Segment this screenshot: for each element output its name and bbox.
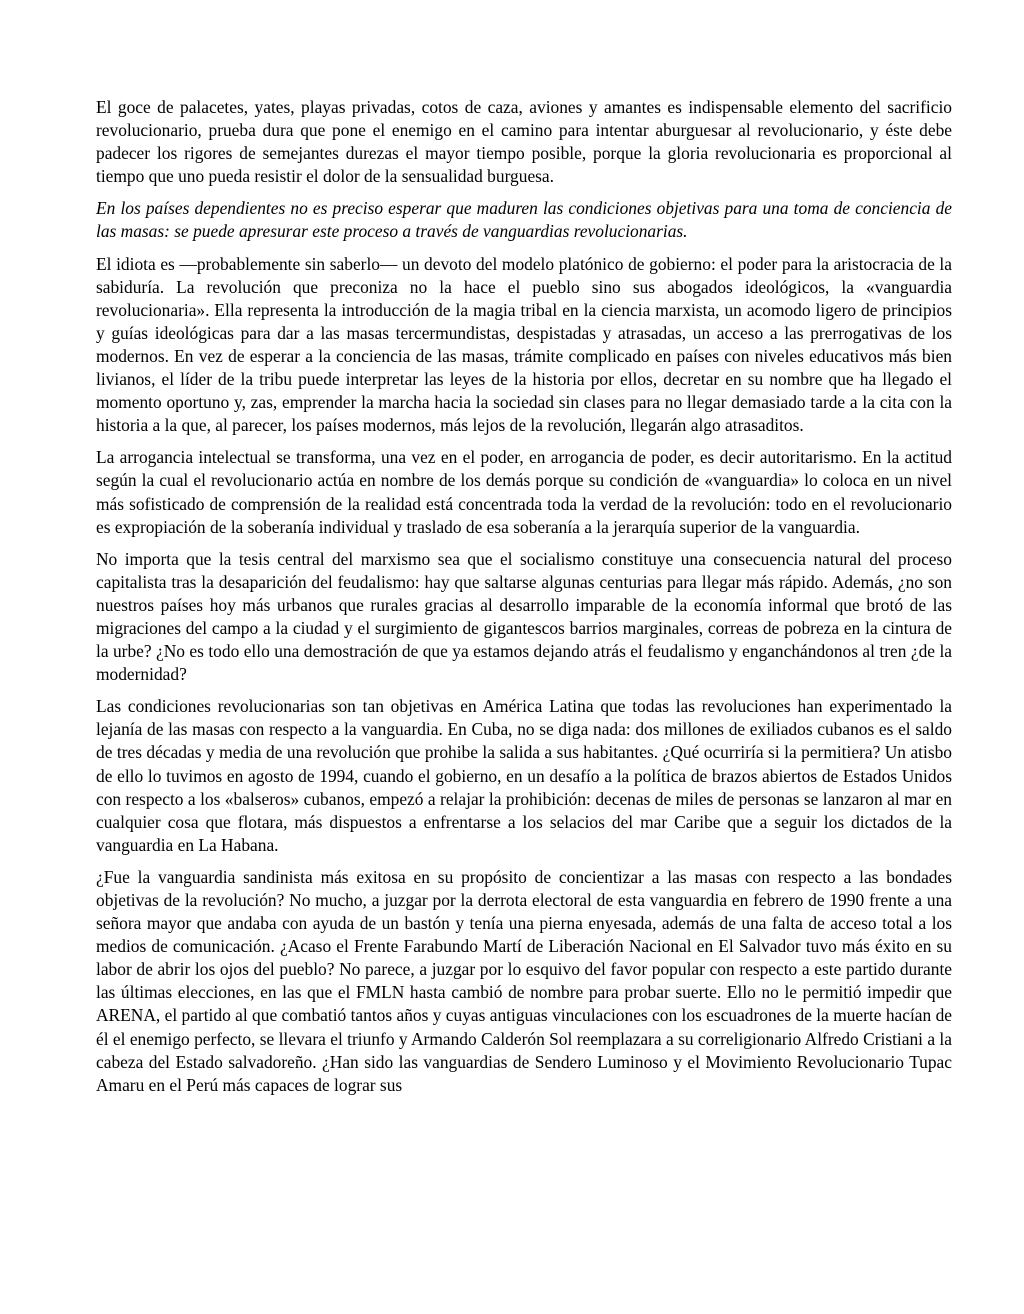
paragraph-6: Las condiciones revolucionarias son tan objetivas en América Latina que todas las revoluciones han experimentado la lejanía de las masas con respecto a la vanguardia. En Cuba, no se diga nada: dos millones de exiliados cubanos es el saldo de tres décadas y media de una revolución que prohibe la salida a sus habitantes. ¿Qué ocurriría si la permitiera? Un atisbo de ello lo tuvimos en agosto de 1994, cuando el gobierno, en un desafío a la política de brazos abiertos de Estados Unidos con respecto a los «balseros» cubanos, empezó a relajar la prohibición: decenas de miles de personas se lanzaron al mar en cualquier cosa que flotara, más dispuestos a enfrentarse a los selacios del mar Caribe que a seguir los dictados de la vanguardia en La Habana. [96, 696, 952, 855]
document-page [96, 96, 952, 1106]
paragraph-4: La arrogancia intelectual se transforma, una vez en el poder, en arrogancia de poder, es decir autoritarismo. En la actitud según la cual el revolucionario actúa en nombre de los demás porque su condición de «vanguardia» lo coloca en un nivel más sofisticado de comprensión de la realidad está concentrada toda la verdad de la revolución: todo en el revolucionario es expropiación de la soberanía individual y traslado de esa soberanía a la jerarquía superior de la vanguardia. [96, 447, 952, 537]
paragraph-3: El idiota es —probablemente sin saberlo— un devoto del modelo platónico de gobierno: el poder para la aristocracia de la sabiduría. La revolución que preconiza no la hace el pueblo sino sus abogados ideológicos, la «vanguardia revolucionaria». Ella representa la introducción de la magia tribal en la ciencia marxista, un acomodo ligero de principios y guías ideológicas para dar a las masas tercermundistas, despistadas y atrasadas, un acceso a las prerrogativas de los modernos. En vez de esperar a la conciencia de las masas, trámite complicado en países con niveles educativos más bien livianos, el líder de la tribu puede interpretar las leyes de la historia por ellos, decretar en su nombre que ha llegado el momento oportuno y, zas, emprender la marcha hacia la sociedad sin clases para no llegar demasiado tarde a la cita con la historia a la que, al parecer, los países modernos, más lejos de la revolución, llegarán algo atrasaditos. [96, 253, 952, 436]
paragraph-7: ¿Fue la vanguardia sandinista más exitosa en su propósito de concientizar a las masas con respecto a las bondades objetivas de la revolución? No mucho, a juzgar por la derrota electoral de esta vanguardia en febrero de 1990 frente a una señora mayor que andaba con ayuda de un bastón y tenía una pierna enyesada, además de una falta de acceso total a los medios de comunicación. ¿Acaso el Frente Farabundo Martí de Liberación Nacional en El Salvador tuvo más éxito en su labor de abrir los ojos del pueblo? No parece, a juzgar por lo esquivo del favor popular con respecto a este partido durante las últimas elecciones, en las que el FMLN hasta cambió de nombre para probar suerte. Ello no le permitió impedir que ARENA, el partido al que combatió tantos años y cuyas antiguas vinculaciones con los escuadrones de la muerte hacían de él el enemigo perfecto, se llevara el triunfo y Armando Calderón Sol reemplazara a su correligionario Alfredo Cristiani a la cabeza del Estado salvadoreño. ¿Han sido las vanguardias de Sendero Luminoso y el Movimiento Revolucionario Tupac Amaru en el Perú más capaces de lograr sus [96, 866, 952, 1095]
paragraph-5: No importa que la tesis central del marxismo sea que el socialismo constituye una consecuencia natural del proceso capitalista tras la desaparición del feudalismo: hay que saltarse algunas centurias para llegar más rápido. Además, ¿no son nuestros países hoy más urbanos que rurales gracias al desarrollo imparable de la economía informal que brotó de las migraciones del campo a la ciudad y el surgimiento de gigantescos barrios marginales, correas de pobreza en la cintura de la urbe? ¿No es todo ello una demostración de que ya estamos dejando atrás el feudalismo y enganchándonos al tren ¿de la modernidad? [96, 548, 952, 685]
paragraph-2-italic-quote: En los países dependientes no es preciso esperar que maduren las condiciones objetivas para una toma de conciencia de las masas: se puede apresurar este proceso a través de vanguardias revolucionarias. [96, 198, 952, 242]
paragraph-1: El goce de palacetes, yates, playas privadas, cotos de caza, aviones y amantes es indispensable elemento del sacrificio revolucionario, prueba dura que pone el enemigo en el camino para intentar aburguesar al revolucionario, y éste debe padecer los rigores de semejantes durezas el mayor tiempo posible, porque la gloria revolucionaria es proporcional al tiempo que uno pueda resistir el dolor de la sensualidad burguesa. [96, 97, 952, 187]
